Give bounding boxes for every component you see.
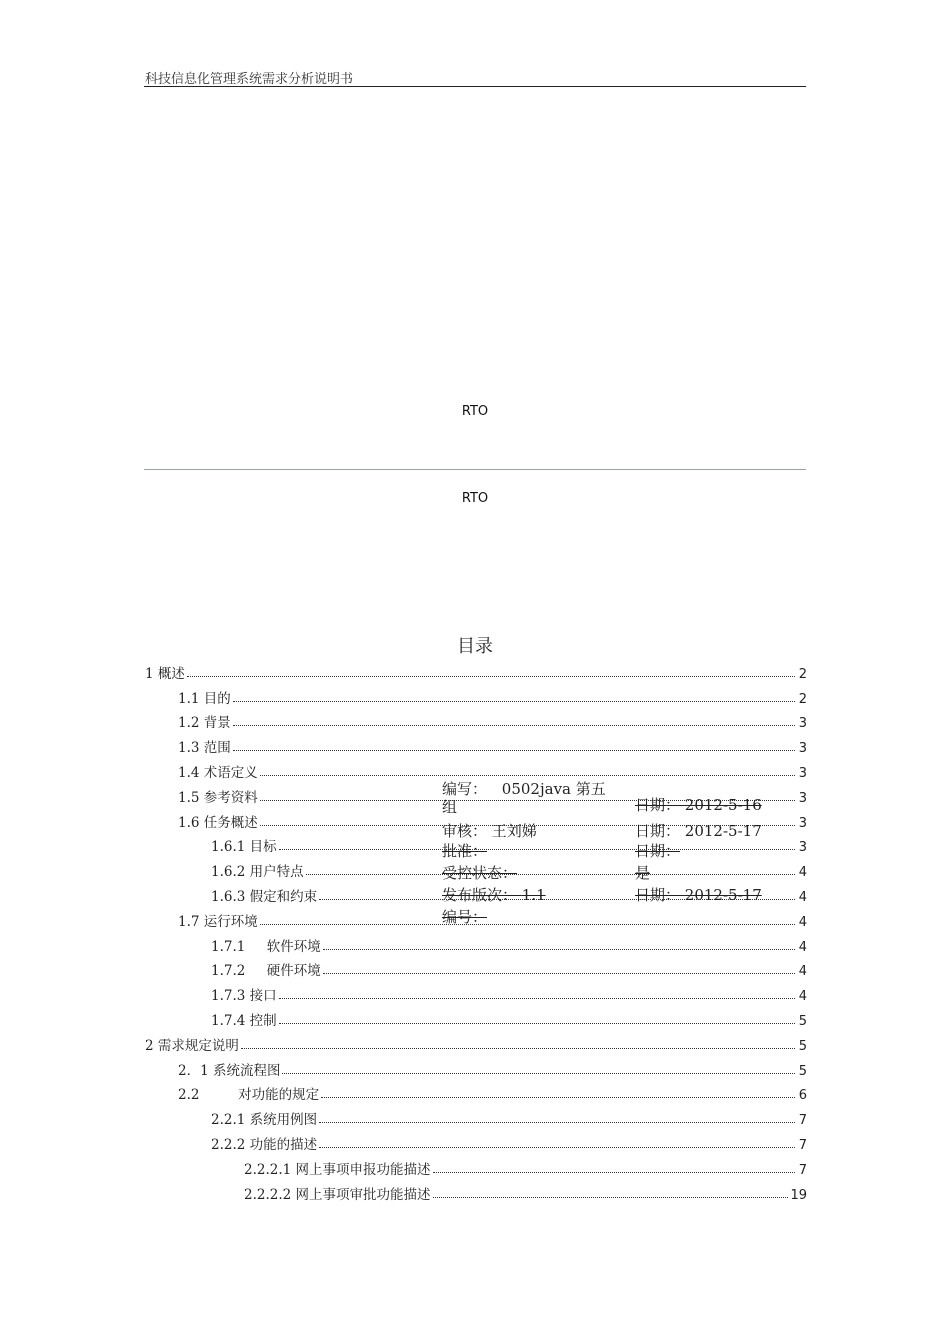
toc-entry-label: 1.6 任务概述 (178, 811, 259, 831)
section-divider (144, 469, 806, 470)
toc-dot-leader (433, 1197, 788, 1198)
toc-entry-label: 1.7.3 接口 (211, 984, 278, 1004)
controlled-value: 是 (635, 864, 651, 882)
rto-label-bottom: RTO (461, 491, 489, 506)
toc-entry-page: 3 (798, 741, 807, 757)
toc-entry[interactable] (145, 657, 807, 682)
toc-entry-label: 1.6.3 假定和约束 (211, 885, 318, 905)
toc-entry[interactable] (145, 731, 807, 756)
toc-entry-label: 1.7.4 控制 (211, 1009, 278, 1029)
toc-entry-page: 5 (798, 1013, 807, 1029)
version-value: 1.1 (521, 886, 546, 904)
approver-date-label: 日期： (635, 842, 681, 860)
author-value-cont: 组 (442, 798, 458, 816)
toc-entry-label: 1.1 目的 (178, 687, 232, 707)
toc-entry[interactable] (145, 682, 807, 707)
toc-dot-leader (233, 701, 795, 702)
toc-entry-label: 2．1 系统流程图 (178, 1059, 281, 1079)
toc-entry-label: 1 概述 (145, 662, 186, 682)
number-label: 编号： (442, 908, 488, 926)
toc-entry-label: 1.7.2 硬件环境 (211, 959, 322, 979)
toc-dot-leader (433, 1172, 795, 1173)
toc-entry-label: 1.5 参考资料 (178, 786, 259, 806)
toc-entry-page: 19 (790, 1187, 807, 1203)
toc-entry-page: 2 (798, 666, 807, 682)
toc-entry-page: 5 (798, 1063, 807, 1079)
toc-entry-page: 6 (798, 1088, 807, 1104)
toc-entry[interactable] (145, 1004, 807, 1029)
toc-dot-leader (187, 676, 795, 677)
toc-dot-leader (282, 1073, 795, 1074)
page-header-title: 科技信息化管理系统需求分析说明书 (145, 72, 354, 87)
toc-entry[interactable] (145, 1128, 807, 1153)
toc-title: 目录 (457, 636, 493, 657)
toc-entry[interactable] (145, 979, 807, 1004)
toc-entry-label: 2 需求规定说明 (145, 1034, 240, 1054)
toc-dot-leader (233, 750, 795, 751)
toc-entry[interactable] (145, 930, 807, 955)
toc-dot-leader (279, 1023, 795, 1024)
toc-entry-page: 4 (798, 889, 807, 905)
toc-dot-leader (260, 775, 795, 776)
toc-dot-leader (321, 1097, 795, 1098)
toc-entry-label: 1.7 运行环境 (178, 910, 259, 930)
toc-dot-leader (323, 973, 795, 974)
toc-entry-label: 2.2.1 系统用例图 (211, 1108, 318, 1128)
toc-entry-page: 5 (798, 1038, 807, 1054)
toc-entry[interactable] (145, 1029, 807, 1054)
toc-entry-page: 4 (798, 964, 807, 980)
reviewer-label: 审核： (442, 822, 488, 840)
reviewer-date-label: 日期： (635, 822, 681, 840)
toc-entry-page: 3 (798, 840, 807, 856)
toc-entry-label: 1.6.1 目标 (211, 835, 278, 855)
toc-entry[interactable] (145, 1178, 807, 1203)
toc-entry-page: 4 (798, 865, 807, 881)
toc-entry[interactable] (145, 955, 807, 980)
version-date-label: 日期： (635, 886, 681, 904)
author-date-label: 日期： (635, 796, 681, 814)
author-value: 0502java 第五 (501, 780, 606, 798)
toc-entry[interactable] (145, 1054, 807, 1079)
reviewer-date: 2012-5-17 (684, 822, 762, 840)
toc-entry-label: 2.2.2.2 网上事项审批功能描述 (244, 1183, 432, 1203)
toc-dot-leader (323, 949, 795, 950)
toc-entry-label: 1.6.2 用户特点 (211, 860, 305, 880)
toc-entry-label: 1.2 背景 (178, 711, 232, 731)
toc-dot-leader (319, 1122, 795, 1123)
toc-dot-leader (233, 725, 795, 726)
toc-entry-page: 3 (798, 765, 807, 781)
toc-entry[interactable] (145, 707, 807, 732)
approver-label: 批准： (442, 842, 488, 860)
table-of-contents (145, 657, 807, 1203)
toc-dot-leader (260, 924, 795, 925)
toc-dot-leader (279, 998, 795, 999)
toc-entry-page: 4 (798, 989, 807, 1005)
toc-entry-page: 7 (798, 1137, 807, 1153)
author-label: 编写： (442, 780, 488, 798)
toc-entry-page: 7 (798, 1113, 807, 1129)
toc-entry-page: 3 (798, 790, 807, 806)
toc-entry-label: 2.2.2.1 网上事项申报功能描述 (244, 1158, 432, 1178)
author-date: 2012-5-16 (684, 796, 762, 814)
toc-entry[interactable] (145, 1079, 807, 1104)
toc-entry-label: 2.2.2 功能的描述 (211, 1133, 318, 1153)
toc-entry-label: 1.4 术语定义 (178, 761, 259, 781)
toc-entry[interactable] (145, 1103, 807, 1128)
toc-entry-page: 3 (798, 815, 807, 831)
toc-dot-leader (241, 1048, 795, 1049)
toc-dot-leader (279, 849, 795, 850)
header-divider (144, 86, 806, 87)
reviewer-value: 王刘娣 (491, 822, 537, 840)
toc-entry-label: 2.2 对功能的规定 (178, 1083, 320, 1103)
toc-entry-page: 4 (798, 939, 807, 955)
toc-entry-label: 1.3 范围 (178, 736, 232, 756)
toc-dot-leader (306, 874, 795, 875)
controlled-label: 受控状态： (442, 864, 518, 882)
toc-entry-page: 2 (798, 691, 807, 707)
rto-label-top: RTO (461, 404, 489, 419)
toc-entry-page: 4 (798, 914, 807, 930)
toc-entry-label: 1.7.1 软件环境 (211, 935, 322, 955)
toc-dot-leader (319, 1147, 795, 1148)
toc-entry[interactable] (145, 1153, 807, 1178)
toc-entry-page: 3 (798, 716, 807, 732)
version-label: 发布版次： (442, 886, 518, 904)
version-date: 2012-5-17 (684, 886, 762, 904)
toc-entry-page: 7 (798, 1162, 807, 1178)
